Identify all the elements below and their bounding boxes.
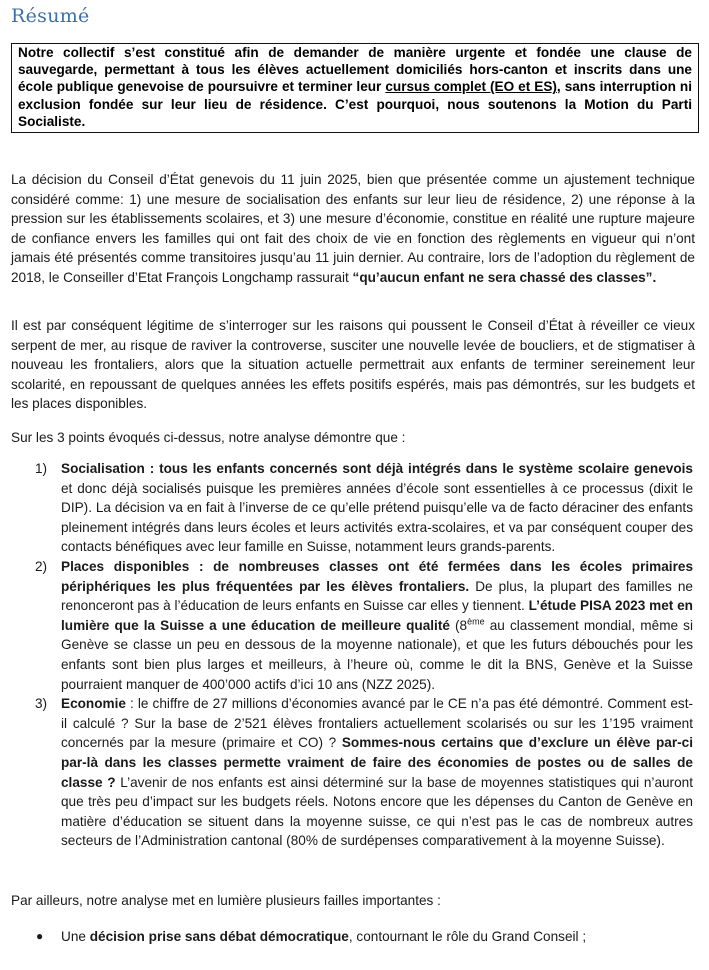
list-item-text: et donc déjà socialisés puisque les premières années d’école sont essentielles à ce processus (dixit le DIP). La décision va en fait à l’inverse de ce qu’elle prétend puisqu’elle va de facto déraciner des enfants pleinement intégrés dans leurs écoles et leurs activités extra-scolaires, et va par conséquent couper des contacts bénéfiques avec leur famille en Suisse, notamment leurs grands-parents. — [61, 480, 693, 555]
list-item-text: : le chiffre de 27 millions d’économies avancé par le CE n’a pas été démontré. Comment est-il calculé ? Sur la base de 2’521 élèves frontaliers actuellement scolarisés ou sur les 1’195 vraiment concernés par la mesure (primaire et CO) ? — [61, 696, 693, 751]
list-number: 1) — [35, 461, 48, 476]
bullet-text-2: , contournant le rôle du Grand Conseil ; — [348, 929, 587, 944]
paragraph-decision-quote: “qu’aucun enfant ne sera chassé des classes”. — [352, 269, 657, 285]
list-item-text: De plus, la plupart des familles ne renonceront pas à l’éducation de leurs enfants en Suisse car elles y tiennent. — [61, 578, 693, 614]
paragraph-analysis-intro: Sur les 3 points évoqués ci-dessus, notre analyse démontre que : — [11, 430, 406, 445]
list-item-text: au classement mondial, même si Genève se classe un peu en dessous de la moyenne nationale), et que les futurs débouchés pour les enfants sont bien plus larges et meilleurs, à l’heure où, comme le dit la BNS, Genève et la Suisse pourraient manquer de 400’000 actifs d’ici 10 ans (NZZ 2025). — [61, 617, 693, 692]
list-item-socialisation — [11, 459, 693, 557]
list-number: 3) — [35, 696, 48, 712]
bullet-text — [61, 927, 586, 947]
list-item-economie — [11, 694, 693, 851]
paragraph-questioning: Il est par conséquent légitime de s’interroger sur les raisons qui poussent le Conseil d’État à réveiller ce vieux serpent de mer, au risque de raviver la controverse, susciter une nouvelle levée de boucliers, et de stigmatiser à nouveau les frontaliers, alors que la situation actuelle permettrait aux enfants de terminer sereinement leur scolarité, en repoussant de quelques années les effets positifs espérés, mais pas démontrés, sur les budgets et les places disponibles. — [11, 318, 695, 412]
list-item-places — [11, 557, 693, 694]
bullet-text-bold: décision prise sans débat démocratique — [89, 929, 349, 944]
superscript: ème — [467, 616, 485, 627]
list-item-bold: Sommes-nous certains que d’exclure un élève par-ci par-là dans les classes permette vraiment de faire des économies de postes ou de salles de classe ? — [61, 735, 693, 790]
summary-text-2: , sans interruption ni exclusion fondée sur leur lieu de résidence. C’est pourquoi, nous soutenons la Motion du Parti Socialiste. — [18, 79, 693, 129]
list-item-bold: Socialisation : tous les enfants concernés sont déjà intégrés dans le système scolaire genevois — [61, 461, 693, 476]
summary-underlined-text: cursus complet (EO et ES) — [385, 79, 557, 95]
summary-text-1: Notre collectif s’est constitué afin de demander de manière urgente et fondée une clause de sauvegarde, permettant à tous les élèves actuellement domiciliés hors-canton et inscrits dans une école publique genevoise de poursuivre et terminer leur — [18, 45, 692, 95]
paragraph-decision — [11, 170, 695, 288]
summary-box — [11, 43, 699, 133]
list-item-bold: Economie — [61, 696, 126, 712]
paragraph-decision-text: La décision du Conseil d’État genevois du 11 juin 2025, bien que présentée comme un ajustement technique considéré comme: 1) une mesure de socialisation des enfants sur leur lieu de résidence, 2) une réponse à la pression sur les établissements scolaires, et 3) une mesure d’économie, constitue en réalité une rupture majeure de confiance envers les familles qui ont fait des choix de vie en fonction des règlements en vigueur qui n’ont jamais été présentés comme transitoires jusqu’au 11 juin dernier. Au contraire, lors de l’adoption du règlement de 2018, le Conseiller d’Etat François Longchamp rassurait — [11, 172, 695, 285]
list-item-bold: L’étude PISA 2023 met en lumière que la Suisse a une éducation de meilleure qualité — [61, 598, 693, 633]
paragraph-failles-intro: Par ailleurs, notre analyse met en lumière plusieurs failles importantes : — [11, 893, 441, 908]
list-item-bold: Places disponibles : de nombreuses classes ont été fermées dans les écoles primaires périphériques les plus fréquentées par les élèves frontaliers. — [61, 558, 693, 594]
list-item-text: L’avenir de nos enfants est ainsi déterminé sur la base de moyennes statistiques qui n’auront que très peu d’impact sur les budgets réels. Notons encore que les dépenses du Canton de Genève en matière d’éducation se situent dans la moyenne suisse, ce qui n’est pas le cas de nombreux autres secteurs de l’Administration cantonal (80% de surdépenses comparativement à la moyenne Suisse). — [61, 774, 693, 849]
bullet-text-1: Une — [61, 929, 90, 944]
list-item-text: (8 — [449, 617, 468, 633]
points-list — [11, 459, 693, 851]
page-title: Résumé — [11, 5, 90, 27]
list-number: 2) — [35, 558, 48, 574]
bullet-icon: ● — [36, 929, 44, 943]
